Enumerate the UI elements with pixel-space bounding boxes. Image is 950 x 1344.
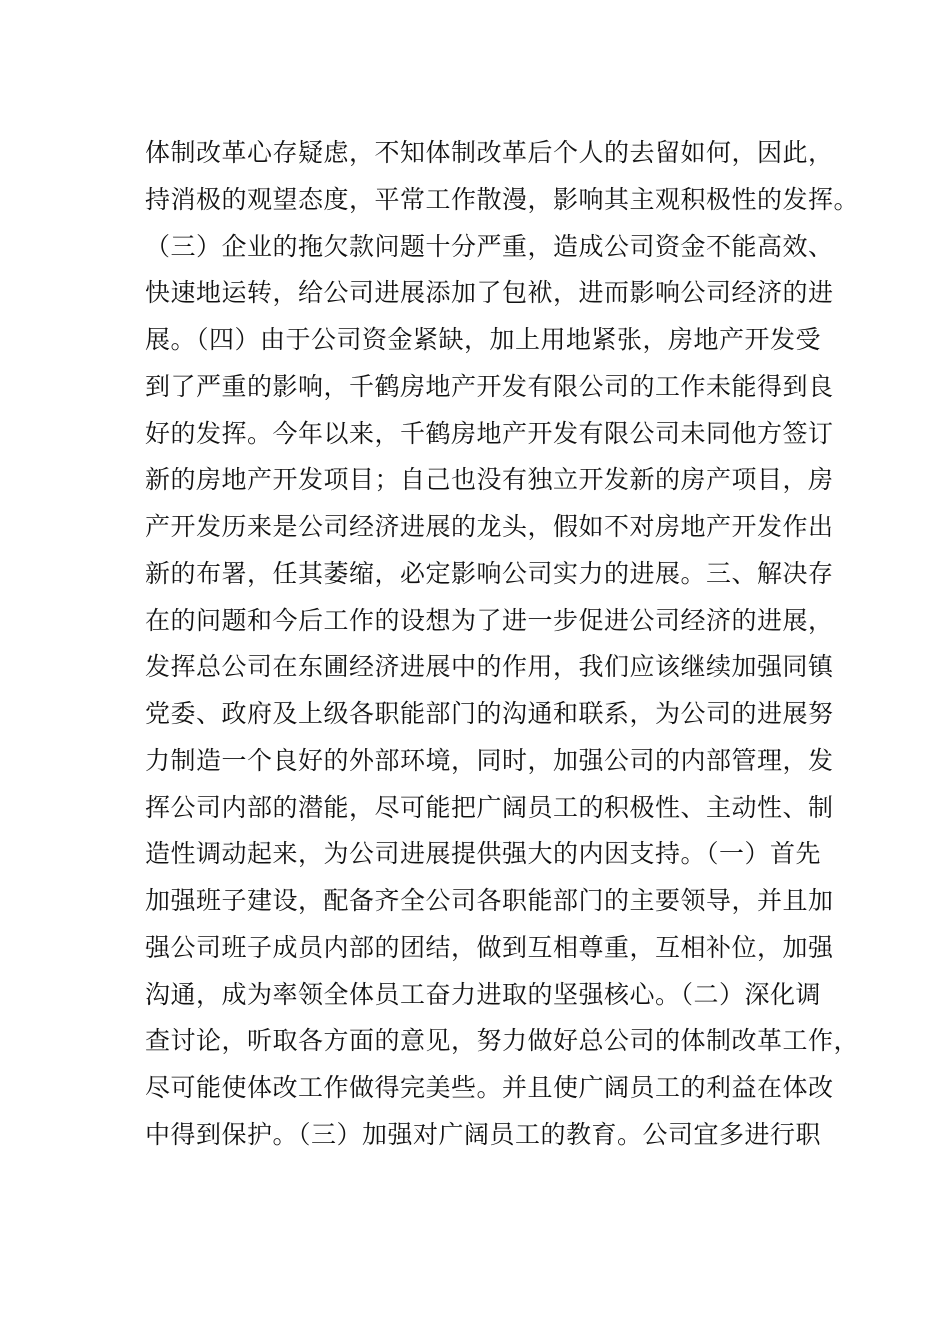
text-line: 加强班子建设，配备齐全公司各职能部门的主要领导，并且加 bbox=[145, 886, 834, 915]
text-line: 持消极的观望态度，平常工作散漫，影响其主观积极性的发挥。 bbox=[145, 184, 860, 214]
text-line: 产开发历来是公司经济进展的龙头，假如不对房地产开发作出 bbox=[145, 512, 834, 541]
text-line: 造性调动起来，为公司进展提供强大的内因支持。（一）首先 bbox=[145, 839, 822, 869]
text-line: 体制改革心存疑虑，不知体制改革后个人的去留如何，因此， bbox=[145, 138, 834, 167]
text-line: 快速地运转，给公司进展添加了包袱，进而影响公司经济的进 bbox=[145, 278, 834, 308]
text-line: 挥公司内部的潜能，尽可能把广阔员工的积极性、主动性、制 bbox=[145, 792, 834, 822]
text-line: 发挥总公司在东圃经济进展中的作用，我们应该继续加强同镇 bbox=[145, 652, 834, 682]
text-line: 查讨论，听取各方面的意见，努力做好总公司的体制改革工作， bbox=[145, 1026, 860, 1056]
text-line: 到了严重的影响，千鹤房地产开发有限公司的工作未能得到良 bbox=[145, 371, 834, 401]
text-line: 强公司班子成员内部的团结，做到互相尊重，互相补位，加强 bbox=[145, 932, 834, 962]
text-line: 新的布署，任其萎缩，必定影响公司实力的进展。三、解决存 bbox=[145, 558, 834, 588]
body-text bbox=[145, 130, 860, 1159]
text-line: 力制造一个良好的外部环境，同时，加强公司的内部管理，发 bbox=[145, 745, 834, 775]
text-line: （三）企业的拖欠款问题十分严重，造成公司资金不能高效、 bbox=[145, 231, 834, 261]
text-line: 展。（四）由于公司资金紧缺，加上用地紧张，房地产开发受 bbox=[145, 325, 822, 354]
text-line: 好的发挥。今年以来，千鹤房地产开发有限公司未同他方签订 bbox=[145, 418, 834, 448]
text-line: 新的房地产开发项目；自己也没有独立开发新的房产项目，房 bbox=[145, 465, 834, 495]
text-line: 中得到保护。（三）加强对广阔员工的教育。公司宜多进行职 bbox=[145, 1119, 822, 1149]
text-line: 党委、政府及上级各职能部门的沟通和联系，为公司的进展努 bbox=[145, 699, 834, 728]
text-line: 在的问题和今后工作的设想为了进一步促进公司经济的进展， bbox=[145, 605, 834, 635]
text-line: 沟通，成为率领全体员工奋力进取的坚强核心。（二）深化调 bbox=[145, 979, 822, 1009]
text-line: 尽可能使体改工作做得完美些。并且使广阔员工的利益在体改 bbox=[145, 1073, 834, 1102]
